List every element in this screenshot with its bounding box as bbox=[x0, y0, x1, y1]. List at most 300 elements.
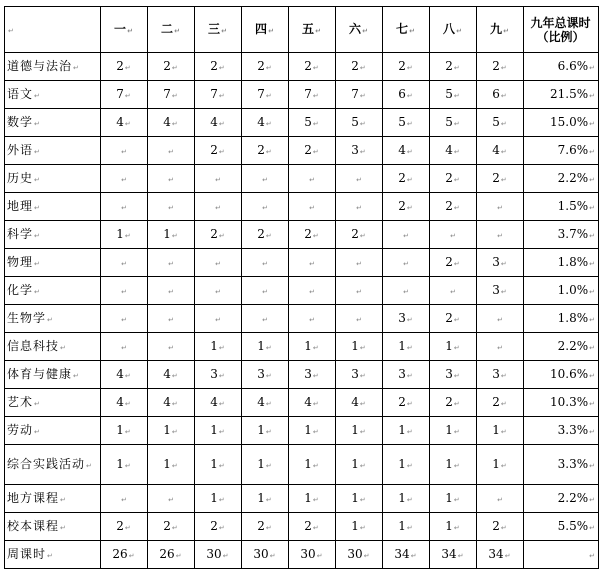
paragraph-mark-icon: ↵ bbox=[453, 175, 460, 184]
paragraph-mark-icon: ↵ bbox=[168, 495, 174, 504]
hours-value: 1 bbox=[257, 490, 265, 505]
paragraph-mark-icon: ↵ bbox=[500, 371, 507, 380]
paragraph-mark-icon: ↵ bbox=[265, 119, 272, 128]
table-row bbox=[5, 249, 599, 277]
paragraph-mark-icon: ↵ bbox=[175, 551, 182, 560]
table-row bbox=[5, 277, 599, 305]
paragraph-mark-icon: ↵ bbox=[268, 26, 274, 35]
paragraph-mark-icon: ↵ bbox=[34, 399, 41, 408]
hours-value: 30 bbox=[300, 546, 316, 561]
subject-label: 艺术 bbox=[7, 394, 34, 409]
paragraph-mark-icon: ↵ bbox=[589, 495, 595, 504]
percent-value: 2.2% bbox=[557, 338, 589, 353]
hours-cell bbox=[101, 417, 148, 445]
percent-value: 2.2% bbox=[557, 490, 589, 505]
hours-cell bbox=[242, 193, 289, 221]
paragraph-mark-icon: ↵ bbox=[497, 495, 503, 504]
hours-cell bbox=[289, 165, 336, 193]
paragraph-mark-icon: ↵ bbox=[500, 91, 507, 100]
grade-header-3 bbox=[195, 7, 242, 53]
paragraph-mark-icon: ↵ bbox=[47, 315, 54, 324]
hours-cell bbox=[195, 165, 242, 193]
hours-cell bbox=[477, 541, 524, 569]
hours-value: 2 bbox=[398, 198, 406, 213]
hours-cell bbox=[383, 513, 430, 541]
hours-cell bbox=[289, 361, 336, 389]
subject-label: 外语 bbox=[7, 142, 34, 157]
hours-cell bbox=[148, 485, 195, 513]
hours-value: 30 bbox=[206, 546, 222, 561]
hours-value: 1 bbox=[163, 422, 171, 437]
percent-value: 7.6% bbox=[557, 142, 589, 157]
paragraph-mark-icon: ↵ bbox=[34, 259, 41, 268]
hours-cell bbox=[430, 485, 477, 513]
hours-value: 4 bbox=[304, 394, 312, 409]
hours-value: 4 bbox=[116, 366, 124, 381]
hours-value: 1 bbox=[398, 422, 406, 437]
paragraph-mark-icon: ↵ bbox=[34, 287, 41, 296]
hours-value: 1 bbox=[304, 338, 312, 353]
table-row bbox=[5, 221, 599, 249]
grade-label: 七 bbox=[396, 21, 409, 36]
paragraph-mark-icon: ↵ bbox=[168, 175, 174, 184]
hours-value: 26 bbox=[159, 546, 175, 561]
percent-value: 10.3% bbox=[550, 394, 589, 409]
hours-cell bbox=[383, 333, 430, 361]
hours-value: 4 bbox=[163, 394, 171, 409]
hours-cell bbox=[477, 361, 524, 389]
hours-cell bbox=[242, 137, 289, 165]
paragraph-mark-icon: ↵ bbox=[34, 119, 41, 128]
subject-cell bbox=[5, 333, 101, 361]
paragraph-mark-icon: ↵ bbox=[124, 427, 131, 436]
paragraph-mark-icon: ↵ bbox=[168, 287, 174, 296]
hours-cell bbox=[195, 485, 242, 513]
hours-value: 3 bbox=[492, 254, 500, 269]
paragraph-mark-icon: ↵ bbox=[406, 461, 413, 470]
hours-value: 6 bbox=[398, 86, 406, 101]
grade-label: 四 bbox=[255, 21, 268, 36]
paragraph-mark-icon: ↵ bbox=[453, 259, 460, 268]
paragraph-mark-icon: ↵ bbox=[315, 26, 321, 35]
paragraph-mark-icon: ↵ bbox=[171, 523, 178, 532]
hours-cell bbox=[336, 305, 383, 333]
paragraph-mark-icon: ↵ bbox=[121, 175, 127, 184]
hours-cell bbox=[195, 513, 242, 541]
paragraph-mark-icon: ↵ bbox=[312, 523, 319, 532]
curriculum-hours-table bbox=[4, 6, 599, 569]
subject-cell bbox=[5, 53, 101, 81]
hours-value: 34 bbox=[488, 546, 504, 561]
hours-value: 1 bbox=[351, 456, 359, 471]
hours-cell bbox=[195, 333, 242, 361]
hours-cell bbox=[477, 137, 524, 165]
hours-cell bbox=[383, 137, 430, 165]
hours-cell bbox=[195, 277, 242, 305]
hours-cell bbox=[430, 221, 477, 249]
hours-value: 1 bbox=[398, 490, 406, 505]
paragraph-mark-icon: ↵ bbox=[453, 91, 460, 100]
hours-value: 1 bbox=[304, 490, 312, 505]
paragraph-mark-icon: ↵ bbox=[500, 523, 507, 532]
hours-cell bbox=[101, 109, 148, 137]
hours-cell bbox=[430, 389, 477, 417]
hours-value: 30 bbox=[253, 546, 269, 561]
hours-cell bbox=[242, 541, 289, 569]
paragraph-mark-icon: ↵ bbox=[359, 119, 366, 128]
hours-cell bbox=[383, 445, 430, 485]
hours-value: 2 bbox=[492, 58, 500, 73]
paragraph-mark-icon: ↵ bbox=[309, 203, 315, 212]
hours-cell bbox=[430, 165, 477, 193]
hours-cell bbox=[477, 277, 524, 305]
table-row bbox=[5, 333, 599, 361]
hours-value: 7 bbox=[163, 86, 171, 101]
hours-cell bbox=[383, 221, 430, 249]
hours-cell bbox=[336, 417, 383, 445]
hours-cell bbox=[148, 417, 195, 445]
hours-cell bbox=[336, 221, 383, 249]
hours-cell bbox=[195, 81, 242, 109]
paragraph-mark-icon: ↵ bbox=[359, 495, 366, 504]
subject-cell bbox=[5, 541, 101, 569]
grade-label: 六 bbox=[349, 21, 362, 36]
hours-cell bbox=[336, 541, 383, 569]
hours-value: 2 bbox=[163, 518, 171, 533]
hours-cell bbox=[101, 221, 148, 249]
hours-cell bbox=[242, 389, 289, 417]
hours-cell bbox=[242, 277, 289, 305]
hours-cell bbox=[477, 445, 524, 485]
paragraph-mark-icon: ↵ bbox=[406, 495, 413, 504]
hours-cell bbox=[477, 485, 524, 513]
hours-cell bbox=[430, 137, 477, 165]
hours-value: 5 bbox=[398, 114, 406, 129]
hours-cell bbox=[148, 137, 195, 165]
paragraph-mark-icon: ↵ bbox=[215, 175, 221, 184]
hours-cell bbox=[101, 81, 148, 109]
hours-value: 1 bbox=[304, 456, 312, 471]
corner-cell bbox=[5, 7, 101, 53]
paragraph-mark-icon: ↵ bbox=[174, 26, 180, 35]
paragraph-mark-icon: ↵ bbox=[453, 203, 460, 212]
hours-cell bbox=[289, 249, 336, 277]
paragraph-mark-icon: ↵ bbox=[128, 551, 135, 560]
hours-cell bbox=[148, 305, 195, 333]
hours-value: 7 bbox=[304, 86, 312, 101]
subject-cell bbox=[5, 361, 101, 389]
paragraph-mark-icon: ↵ bbox=[500, 175, 507, 184]
hours-value: 1 bbox=[351, 338, 359, 353]
hours-cell bbox=[148, 193, 195, 221]
hours-cell bbox=[336, 277, 383, 305]
hours-cell bbox=[148, 541, 195, 569]
hours-cell bbox=[195, 305, 242, 333]
paragraph-mark-icon: ↵ bbox=[124, 119, 131, 128]
paragraph-mark-icon: ↵ bbox=[124, 523, 131, 532]
hours-value: 1 bbox=[210, 422, 218, 437]
hours-cell bbox=[430, 81, 477, 109]
subject-label: 道德与法治 bbox=[7, 58, 73, 73]
hours-cell bbox=[336, 165, 383, 193]
hours-cell bbox=[383, 249, 430, 277]
hours-value: 1 bbox=[445, 518, 453, 533]
percent-cell bbox=[524, 305, 599, 333]
hours-value: 26 bbox=[112, 546, 128, 561]
hours-cell bbox=[195, 445, 242, 485]
hours-cell bbox=[289, 109, 336, 137]
percent-cell bbox=[524, 361, 599, 389]
hours-cell bbox=[477, 305, 524, 333]
paragraph-mark-icon: ↵ bbox=[218, 427, 225, 436]
paragraph-mark-icon: ↵ bbox=[8, 26, 14, 35]
hours-cell bbox=[242, 305, 289, 333]
paragraph-mark-icon: ↵ bbox=[500, 63, 507, 72]
hours-cell bbox=[336, 513, 383, 541]
paragraph-mark-icon: ↵ bbox=[409, 26, 415, 35]
hours-cell bbox=[477, 249, 524, 277]
table-row bbox=[5, 485, 599, 513]
paragraph-mark-icon: ↵ bbox=[406, 371, 413, 380]
paragraph-mark-icon: ↵ bbox=[589, 63, 595, 72]
hours-cell bbox=[477, 221, 524, 249]
hours-value: 2 bbox=[445, 254, 453, 269]
paragraph-mark-icon: ↵ bbox=[453, 63, 460, 72]
hours-value: 4 bbox=[398, 142, 406, 157]
percent-value: 5.5% bbox=[557, 518, 589, 533]
paragraph-mark-icon: ↵ bbox=[124, 63, 131, 72]
paragraph-mark-icon: ↵ bbox=[359, 147, 366, 156]
hours-cell bbox=[148, 53, 195, 81]
percent-cell bbox=[524, 277, 599, 305]
paragraph-mark-icon: ↵ bbox=[497, 203, 503, 212]
hours-value: 2 bbox=[116, 58, 124, 73]
table-row bbox=[5, 165, 599, 193]
paragraph-mark-icon: ↵ bbox=[262, 287, 268, 296]
subject-cell bbox=[5, 485, 101, 513]
hours-cell bbox=[430, 513, 477, 541]
paragraph-mark-icon: ↵ bbox=[215, 315, 221, 324]
paragraph-mark-icon: ↵ bbox=[453, 523, 460, 532]
paragraph-mark-icon: ↵ bbox=[269, 551, 276, 560]
hours-value: 2 bbox=[492, 518, 500, 533]
hours-cell bbox=[242, 81, 289, 109]
subject-cell bbox=[5, 165, 101, 193]
paragraph-mark-icon: ↵ bbox=[171, 461, 178, 470]
paragraph-mark-icon: ↵ bbox=[215, 259, 221, 268]
paragraph-mark-icon: ↵ bbox=[356, 203, 362, 212]
grade-header-5 bbox=[289, 7, 336, 53]
paragraph-mark-icon: ↵ bbox=[403, 287, 409, 296]
hours-cell bbox=[430, 417, 477, 445]
hours-value: 2 bbox=[304, 142, 312, 157]
subject-cell bbox=[5, 417, 101, 445]
paragraph-mark-icon: ↵ bbox=[221, 26, 227, 35]
paragraph-mark-icon: ↵ bbox=[312, 399, 319, 408]
hours-cell bbox=[289, 389, 336, 417]
paragraph-mark-icon: ↵ bbox=[312, 63, 319, 72]
hours-cell bbox=[242, 221, 289, 249]
hours-cell bbox=[101, 389, 148, 417]
hours-cell bbox=[148, 221, 195, 249]
hours-value: 1 bbox=[351, 422, 359, 437]
paragraph-mark-icon: ↵ bbox=[406, 203, 413, 212]
hours-cell bbox=[289, 513, 336, 541]
hours-value: 1 bbox=[163, 226, 171, 241]
paragraph-mark-icon: ↵ bbox=[312, 343, 319, 352]
hours-value: 4 bbox=[210, 114, 218, 129]
hours-value: 4 bbox=[351, 394, 359, 409]
paragraph-mark-icon: ↵ bbox=[406, 343, 413, 352]
hours-cell bbox=[430, 249, 477, 277]
hours-cell bbox=[383, 361, 430, 389]
hours-value: 2 bbox=[304, 226, 312, 241]
grade-header-8 bbox=[430, 7, 477, 53]
paragraph-mark-icon: ↵ bbox=[124, 91, 131, 100]
hours-value: 3 bbox=[492, 366, 500, 381]
paragraph-mark-icon: ↵ bbox=[359, 461, 366, 470]
hours-value: 2 bbox=[257, 226, 265, 241]
hours-value: 1 bbox=[445, 422, 453, 437]
subject-cell bbox=[5, 277, 101, 305]
paragraph-mark-icon: ↵ bbox=[124, 231, 131, 240]
paragraph-mark-icon: ↵ bbox=[453, 343, 460, 352]
paragraph-mark-icon: ↵ bbox=[406, 63, 413, 72]
hours-cell bbox=[336, 361, 383, 389]
grade-label: 八 bbox=[443, 21, 456, 36]
paragraph-mark-icon: ↵ bbox=[453, 427, 460, 436]
hours-cell bbox=[383, 193, 430, 221]
hours-cell bbox=[101, 485, 148, 513]
hours-cell bbox=[289, 333, 336, 361]
hours-value: 4 bbox=[116, 394, 124, 409]
hours-value: 3 bbox=[351, 366, 359, 381]
hours-value: 2 bbox=[257, 142, 265, 157]
subject-label: 物理 bbox=[7, 254, 34, 269]
paragraph-mark-icon: ↵ bbox=[453, 461, 460, 470]
hours-cell bbox=[148, 513, 195, 541]
hours-cell bbox=[383, 389, 430, 417]
hours-value: 1 bbox=[398, 338, 406, 353]
hours-cell bbox=[195, 221, 242, 249]
hours-value: 5 bbox=[304, 114, 312, 129]
paragraph-mark-icon: ↵ bbox=[362, 26, 368, 35]
paragraph-mark-icon: ↵ bbox=[262, 259, 268, 268]
hours-cell bbox=[477, 165, 524, 193]
hours-value: 2 bbox=[210, 58, 218, 73]
subject-label: 地方课程 bbox=[7, 490, 60, 505]
hours-cell bbox=[101, 445, 148, 485]
paragraph-mark-icon: ↵ bbox=[265, 231, 272, 240]
table-row bbox=[5, 417, 599, 445]
hours-cell bbox=[101, 165, 148, 193]
paragraph-mark-icon: ↵ bbox=[453, 315, 460, 324]
paragraph-mark-icon: ↵ bbox=[215, 203, 221, 212]
paragraph-mark-icon: ↵ bbox=[262, 203, 268, 212]
percent-value: 3.3% bbox=[557, 456, 589, 471]
hours-cell bbox=[195, 361, 242, 389]
paragraph-mark-icon: ↵ bbox=[218, 371, 225, 380]
grade-label: 一 bbox=[114, 21, 127, 36]
paragraph-mark-icon: ↵ bbox=[218, 147, 225, 156]
hours-cell bbox=[383, 53, 430, 81]
paragraph-mark-icon: ↵ bbox=[218, 119, 225, 128]
hours-cell bbox=[336, 333, 383, 361]
hours-cell bbox=[430, 277, 477, 305]
hours-value: 2 bbox=[445, 310, 453, 325]
hours-value: 3 bbox=[398, 310, 406, 325]
hours-cell bbox=[148, 333, 195, 361]
percent-value: 1.5% bbox=[557, 198, 589, 213]
hours-cell bbox=[383, 305, 430, 333]
hours-cell bbox=[289, 53, 336, 81]
grade-header-1 bbox=[101, 7, 148, 53]
paragraph-mark-icon: ↵ bbox=[359, 399, 366, 408]
paragraph-mark-icon: ↵ bbox=[359, 63, 366, 72]
paragraph-mark-icon: ↵ bbox=[121, 287, 127, 296]
hours-cell bbox=[148, 81, 195, 109]
total-hours-subtitle: （比例） bbox=[536, 29, 585, 44]
subject-label: 历史 bbox=[7, 170, 34, 185]
hours-cell bbox=[101, 193, 148, 221]
paragraph-mark-icon: ↵ bbox=[589, 231, 595, 240]
paragraph-mark-icon: ↵ bbox=[265, 91, 272, 100]
hours-value: 5 bbox=[492, 114, 500, 129]
paragraph-mark-icon: ↵ bbox=[589, 91, 595, 100]
percent-value: 10.6% bbox=[550, 366, 589, 381]
hours-value: 4 bbox=[163, 114, 171, 129]
table-row bbox=[5, 305, 599, 333]
paragraph-mark-icon: ↵ bbox=[500, 287, 507, 296]
paragraph-mark-icon: ↵ bbox=[309, 175, 315, 184]
hours-cell bbox=[336, 53, 383, 81]
hours-value: 2 bbox=[210, 518, 218, 533]
paragraph-mark-icon: ↵ bbox=[406, 523, 413, 532]
paragraph-mark-icon: ↵ bbox=[265, 371, 272, 380]
hours-value: 30 bbox=[347, 546, 363, 561]
subject-label: 信息科技 bbox=[7, 338, 60, 353]
hours-cell bbox=[148, 109, 195, 137]
hours-value: 1 bbox=[257, 338, 265, 353]
percent-value: 1.8% bbox=[557, 254, 589, 269]
paragraph-mark-icon: ↵ bbox=[121, 315, 127, 324]
hours-value: 1 bbox=[492, 422, 500, 437]
hours-cell bbox=[430, 333, 477, 361]
paragraph-mark-icon: ↵ bbox=[406, 119, 413, 128]
paragraph-mark-icon: ↵ bbox=[589, 399, 595, 408]
hours-value: 4 bbox=[257, 394, 265, 409]
paragraph-mark-icon: ↵ bbox=[218, 461, 225, 470]
hours-cell bbox=[242, 165, 289, 193]
hours-cell bbox=[242, 485, 289, 513]
hours-cell bbox=[289, 305, 336, 333]
hours-cell bbox=[101, 333, 148, 361]
hours-cell bbox=[242, 417, 289, 445]
hours-cell bbox=[101, 513, 148, 541]
hours-value: 2 bbox=[492, 170, 500, 185]
hours-value: 2 bbox=[163, 58, 171, 73]
subject-cell bbox=[5, 81, 101, 109]
percent-cell bbox=[524, 445, 599, 485]
paragraph-mark-icon: ↵ bbox=[124, 371, 131, 380]
hours-value: 2 bbox=[445, 58, 453, 73]
hours-value: 3 bbox=[445, 366, 453, 381]
paragraph-mark-icon: ↵ bbox=[121, 343, 127, 352]
paragraph-mark-icon: ↵ bbox=[171, 119, 178, 128]
total-hours-header bbox=[524, 7, 599, 53]
hours-value: 7 bbox=[351, 86, 359, 101]
paragraph-mark-icon: ↵ bbox=[450, 231, 456, 240]
